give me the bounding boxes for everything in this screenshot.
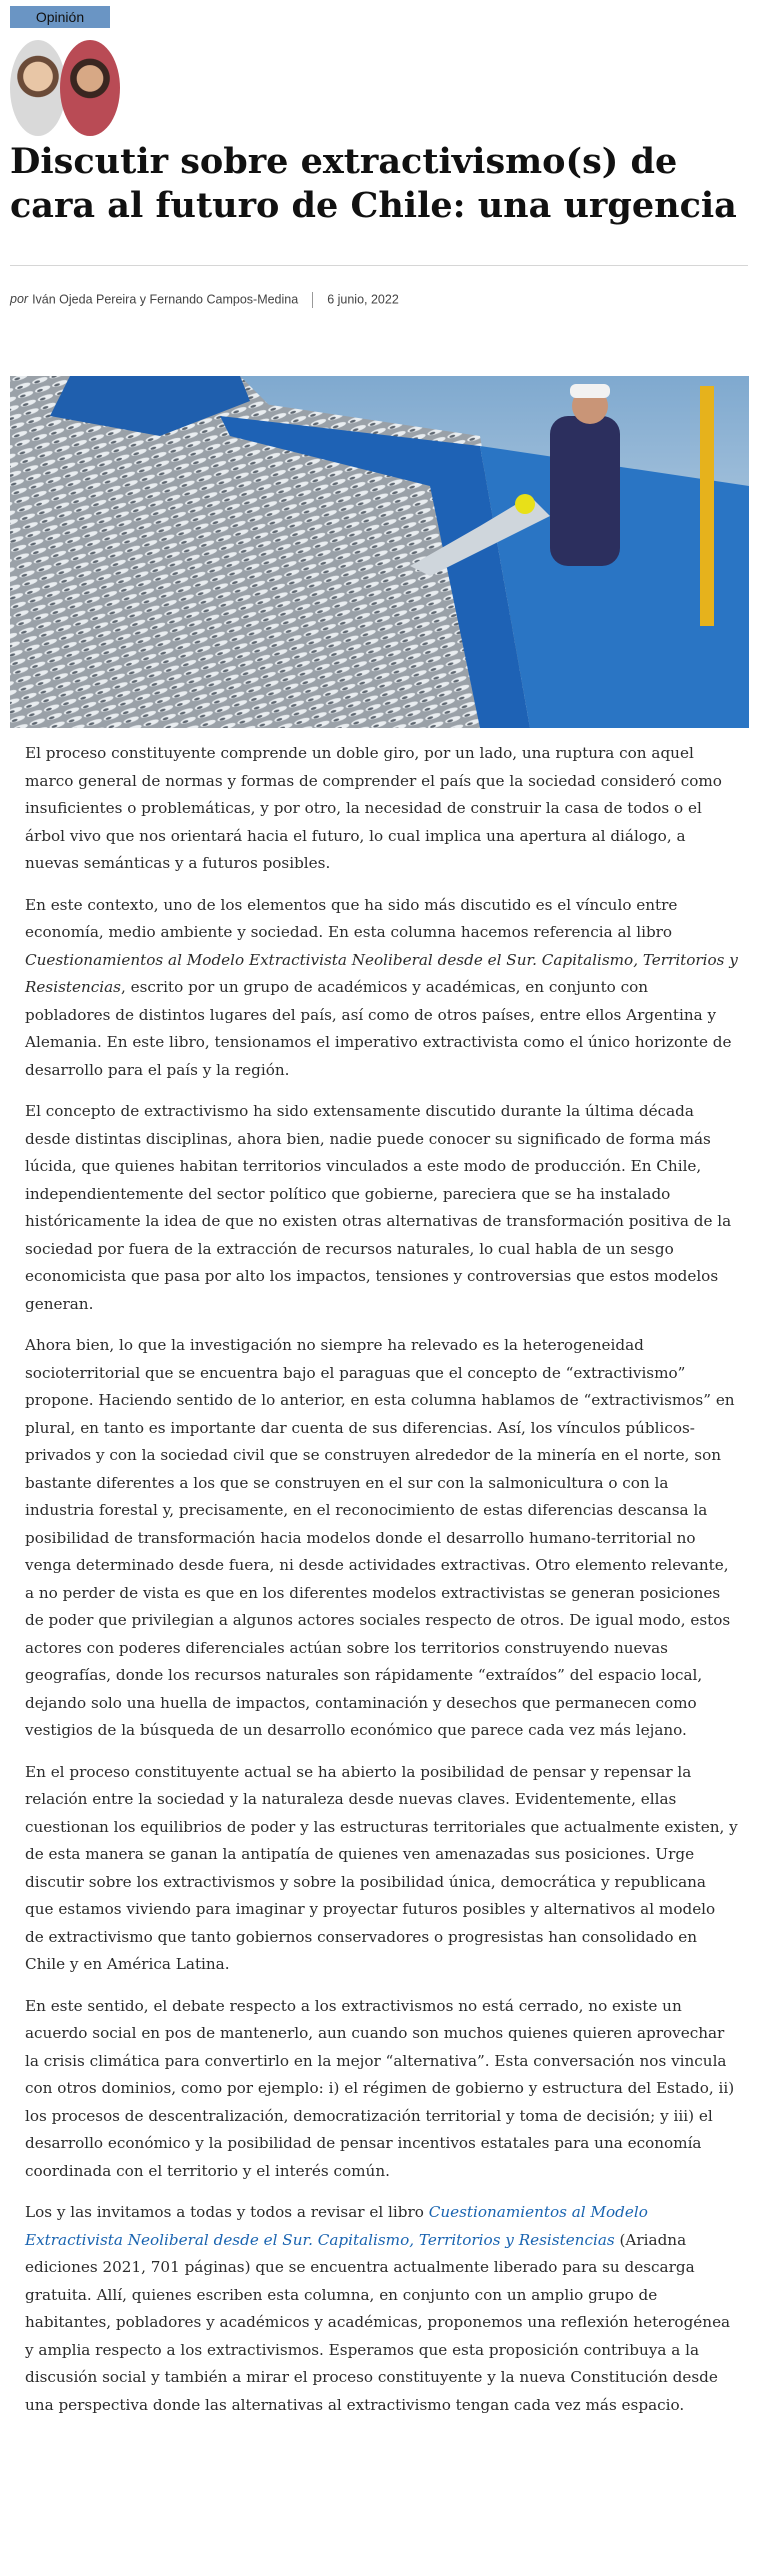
fishing-boat-illustration	[10, 376, 749, 728]
paragraph-text: Los y las invitamos a todas y todos a revisar el libro	[25, 2203, 429, 2221]
author-avatar	[60, 40, 120, 136]
paragraph-text: , escrito por un grupo de académicos y académicas, en conjunto con pobladores de distintos lugares del país, así como de otros países, entre ellos Argentina y Alemania. En este libro, tensionamos el imperativo extractivista como el único horizonte de desarrollo para el país y la región.	[25, 978, 732, 1079]
author-avatar	[10, 40, 66, 136]
article-body	[25, 740, 738, 2433]
paragraph: El proceso constituyente comprende un doble giro, por un lado, una ruptura con aquel marco general de normas y formas de comprender el país que la sociedad consideró como insuficientes o problemáticas, y por otro, la necesidad de construir la casa de todos o el árbol vivo que nos orientará hacia el futuro, lo cual implica una apertura al diálogo, a nuevas semánticas y a futuros posibles.	[25, 744, 722, 872]
paragraph-text: En este contexto, uno de los elementos que ha sido más discutido es el vínculo entre economía, medio ambiente y sociedad. En esta columna hacemos referencia al libro	[25, 895, 678, 941]
article-title: Discutir sobre extractivismo(s) de cara al futuro de Chile: una urgencia	[10, 141, 737, 226]
paragraph: El concepto de extractivismo ha sido extensamente discutido durante la última década desde distintas disciplinas, ahora bien, nadie puede conocer su significado de forma más lúcida, que quienes habitan territorios vinculados a este modo de producción. En Chile, independientemente del sector político que gobierne, pareciera que se ha instalado históricamente la idea de que no existen otras alternativas de transformación positiva de la sociedad por fuera de la extracción de recursos naturales, lo cual habla de un sesgo economicista que pasa por alto los impactos, tensiones y controversias que estos modelos generan.	[25, 1102, 732, 1313]
byline-authors[interactable]: Iván Ojeda Pereira y Fernando Campos-Medina	[32, 292, 299, 307]
byline-date: 6 junio, 2022	[327, 292, 399, 307]
byline-separator	[312, 292, 313, 308]
section-tag[interactable]: Opinión	[10, 6, 110, 28]
paragraph	[25, 2199, 738, 2419]
author-avatars	[10, 40, 114, 136]
book-link[interactable]: Cuestionamientos al Modelo Extractivista Neoliberal desde el Sur. Capitalismo, Territorios y Resistencias	[25, 2203, 648, 2249]
book-title: Cuestionamientos al Modelo Extractivista Neoliberal desde el Sur. Capitalismo, Territorios y Resistencias	[25, 950, 738, 996]
divider	[10, 265, 748, 266]
byline	[10, 292, 399, 308]
paragraph: En el proceso constituyente actual se ha abierto la posibilidad de pensar y repensar la relación entre la sociedad y la naturaleza desde nuevas claves. Evidentemente, ellas cuestionan los equilibrios de poder y las estructuras territoriales que actualmente existen, y de esta manera se ganan la antipatía de quienes ven amenazadas sus posiciones. Urge discutir sobre los extractivismos y sobre la posibilidad única, democrática y republicana que estamos viviendo para imaginar y proyectar futuros posibles y alternativos al modelo de extractivismo que tanto gobiernos conservadores o progresistas han consolidado en Chile y en América Latina.	[25, 1762, 738, 1973]
paragraph-text: (Ariadna ediciones 2021, 701 páginas) que se encuentra actualmente liberado para su descarga gratuita. Allí, quienes escriben esta columna, en conjunto con un amplio grupo de habitantes, pobladores y académicos y académicas, proponemos una reflexión heterogénea y amplia respecto a los extractivismos. Esperamos que esta proposición contribuya a la discusión social y también a mirar el proceso constituyente y la nueva Constitución desde una perspectiva donde las alternativas al extractivismo tengan cada vez más espacio.	[25, 2230, 731, 2414]
paragraph	[25, 892, 738, 1085]
hero-image	[10, 376, 749, 728]
byline-prefix: por	[10, 292, 29, 307]
paragraph: En este sentido, el debate respecto a los extractivismos no está cerrado, no existe un acuerdo social en pos de mantenerlo, aun cuando son muchos quienes quieren aprovechar la crisis climática para convertirlo en la mejor “alternativa”. Esta conversación nos vincula con otros dominios, como por ejemplo: i) el régimen de gobierno y estructura del Estado, ii) los procesos de descentralización, democratización territorial y toma de decisión; y iii) el desarrollo económico y la posibilidad de pensar incentivos estatales para una economía coordinada con el territorio y el interés común.	[25, 1996, 735, 2180]
paragraph: Ahora bien, lo que la investigación no siempre ha relevado es la heterogeneidad socioterritorial que se encuentra bajo el paraguas que el concepto de “extractivismo” propone. Haciendo sentido de lo anterior, en esta columna hablamos de “extractivismos” en plural, en tanto es importante dar cuenta de sus diferencias. Así, los vínculos públicos-privados y con la sociedad civil que se construyen alrededor de la minería en el norte, son bastante diferentes a los que se construyen en el sur con la salmonicultura o con la industria forestal y, precisamente, en el reconocimiento de estas diferencias descansa la posibilidad de transformación hacia modelos donde el desarrollo humano-territorial no venga determinado desde fuera, ni desde actividades extractivas. Otro elemento relevante, a no perder de vista es que en los diferentes modelos extractivistas se generan posiciones de poder que privilegian a algunos actores sociales respecto de otros. De igual modo, estos actores con poderes diferenciales actúan sobre los territorios construyendo nuevas geografías, donde los recursos naturales son rápidamente “extraídos” del espacio local, dejando solo una huella de impactos, contaminación y desechos que permanecen como vestigios de la búsqueda de un desarrollo económico que parece cada vez más lejano.	[25, 1336, 735, 1739]
